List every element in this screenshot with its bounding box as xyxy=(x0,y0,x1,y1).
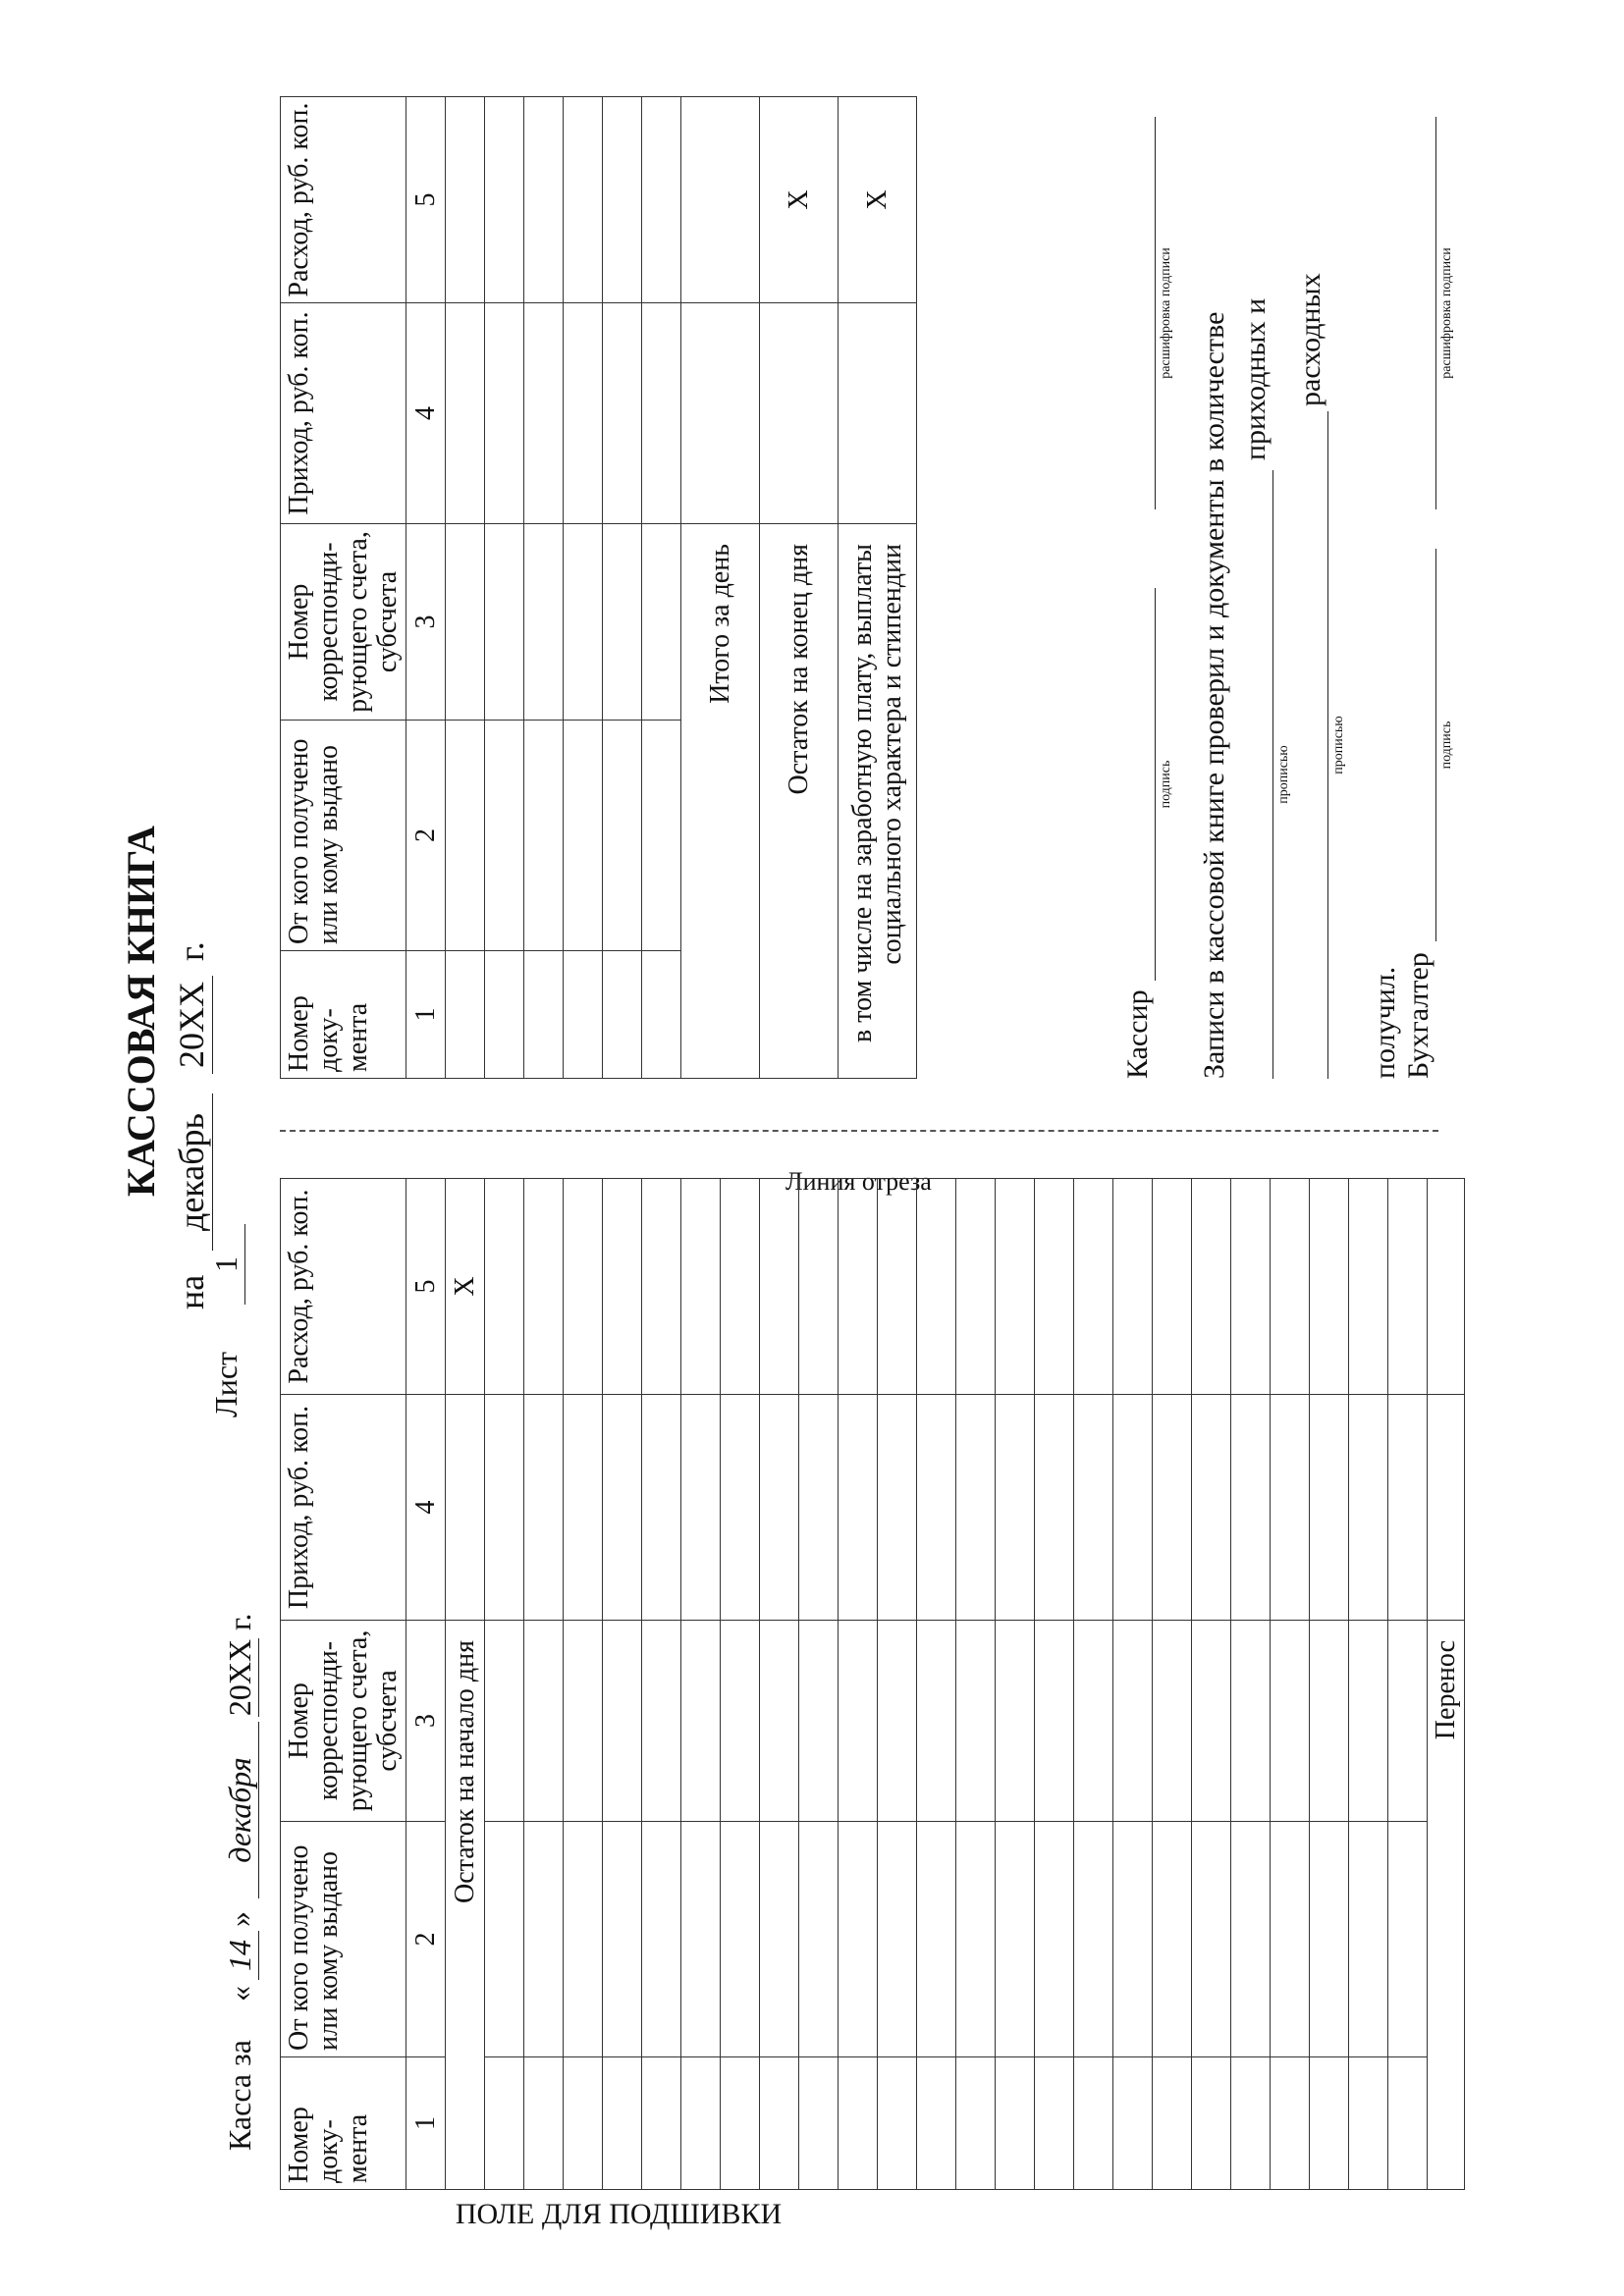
right-entry-cell[interactable] xyxy=(564,721,603,951)
left-entry-cell[interactable] xyxy=(721,1395,760,1621)
left-entry-cell[interactable] xyxy=(956,1395,996,1621)
left-entry-cell[interactable] xyxy=(642,1179,681,1395)
left-entry-cell[interactable] xyxy=(603,1395,642,1621)
left-entry-cell[interactable] xyxy=(1231,1179,1271,1395)
right-entry-cell[interactable] xyxy=(564,951,603,1079)
left-entry-cell[interactable] xyxy=(681,1179,721,1395)
col-num-5: 5 xyxy=(406,1179,446,1395)
left-entry-cell[interactable] xyxy=(1153,2057,1192,2190)
total-row xyxy=(681,97,760,1079)
left-entry-cell[interactable] xyxy=(1074,1621,1113,1822)
right-entry-cell[interactable] xyxy=(564,524,603,721)
kassa-year-field: 20XX xyxy=(222,1638,257,1717)
left-entry-row xyxy=(1271,1179,1310,2190)
left-entry-cell[interactable] xyxy=(642,1621,681,1822)
left-entry-row xyxy=(485,1179,524,2190)
incoming-words-caption: прописью xyxy=(1276,745,1291,804)
left-entry-cell[interactable] xyxy=(1231,2057,1271,2190)
left-entry-cell[interactable] xyxy=(1388,1179,1428,1395)
left-entry-cell[interactable] xyxy=(524,1621,564,1822)
r-col-expense-header: Расход, руб. коп. xyxy=(281,97,406,303)
right-entry-cell[interactable] xyxy=(603,721,642,951)
right-entry-cell[interactable] xyxy=(603,97,642,303)
left-header-row xyxy=(281,1179,406,2190)
left-entry-cell[interactable] xyxy=(996,1822,1035,2057)
left-entry-row xyxy=(1349,1179,1388,2190)
col-doc-number-header: Номер доку-мента xyxy=(281,2057,406,2190)
left-entry-cell[interactable] xyxy=(1113,2057,1153,2190)
closing-balance-row xyxy=(760,97,839,1079)
left-entry-cell[interactable] xyxy=(564,1395,603,1621)
left-entry-row xyxy=(721,1179,760,2190)
left-entry-cell[interactable] xyxy=(760,1395,799,1621)
left-entry-cell[interactable] xyxy=(1349,1822,1388,2057)
left-entry-cell[interactable] xyxy=(642,1395,681,1621)
right-entry-cell[interactable] xyxy=(603,303,642,524)
left-entry-cell[interactable] xyxy=(564,1179,603,1395)
left-entry-row xyxy=(878,1179,917,2190)
left-entry-cell[interactable] xyxy=(1271,1179,1310,1395)
left-entry-row xyxy=(681,1179,721,2190)
right-entry-cell[interactable] xyxy=(524,721,564,951)
outgoing-count-line[interactable] xyxy=(1294,411,1328,1079)
left-entry-cell[interactable] xyxy=(524,1822,564,2057)
left-entry-cell[interactable] xyxy=(1231,1395,1271,1621)
outgoing-words-caption: прописью xyxy=(1331,716,1346,774)
left-entry-cell[interactable] xyxy=(799,2057,839,2190)
left-entry-cell[interactable] xyxy=(799,1621,839,1822)
left-entry-cell[interactable] xyxy=(524,1395,564,1621)
left-entry-cell[interactable] xyxy=(1388,1621,1428,1822)
left-entry-cell[interactable] xyxy=(721,2057,760,2190)
left-cash-table xyxy=(280,1178,1465,2190)
left-entry-row xyxy=(603,1179,642,2190)
left-entry-cell[interactable] xyxy=(524,1179,564,1395)
right-cash-table xyxy=(280,96,917,1079)
left-entry-cell[interactable] xyxy=(1192,1621,1231,1822)
left-entry-cell[interactable] xyxy=(1271,2057,1310,2190)
col-num-3: 3 xyxy=(406,1621,446,1822)
month-field: декабрь xyxy=(171,1094,213,1251)
right-entry-cell[interactable] xyxy=(485,303,524,524)
closing-x-mark: X xyxy=(760,97,839,303)
left-entry-cell[interactable] xyxy=(564,1822,603,2057)
left-entry-row xyxy=(1113,1179,1153,2190)
kassa-label: Касса за xyxy=(222,2040,257,2151)
left-entry-cell[interactable] xyxy=(799,1395,839,1621)
binding-margin-label: ПОЛЕ ДЛЯ ПОДШИВКИ xyxy=(455,2198,783,2230)
r-col-from-whom-header: От кого получено или кому выдано xyxy=(281,721,406,951)
r-col-num-4: 4 xyxy=(406,303,446,524)
right-entry-cell[interactable] xyxy=(446,303,485,524)
cashier-signature-caption: подпись xyxy=(1159,760,1173,809)
left-entry-cell[interactable] xyxy=(1113,1621,1153,1822)
right-entry-cell[interactable] xyxy=(524,524,564,721)
left-entry-cell[interactable] xyxy=(1271,1621,1310,1822)
left-entry-row xyxy=(642,1179,681,2190)
left-entry-cell[interactable] xyxy=(878,2057,917,2190)
left-entry-cell[interactable] xyxy=(996,1621,1035,1822)
opening-x-mark: X xyxy=(446,1179,485,1395)
right-entry-rows xyxy=(446,97,681,1079)
right-entry-cell[interactable] xyxy=(524,97,564,303)
right-entry-cell[interactable] xyxy=(642,303,681,524)
left-entry-cell[interactable] xyxy=(1388,1395,1428,1621)
left-number-row xyxy=(406,1179,446,2190)
incoming-text: приходных и xyxy=(1239,297,1272,460)
r-col-account-header: Номер корреспонди-рующего счета, субсчета xyxy=(281,524,406,721)
transfer-label: Перенос xyxy=(1428,1621,1465,2190)
right-entry-cell[interactable] xyxy=(446,97,485,303)
left-entry-row xyxy=(524,1179,564,2190)
na-label: на xyxy=(172,1274,211,1309)
col-expense-header: Расход, руб. коп. xyxy=(281,1179,406,1395)
cashier-decoding-caption: расшифровка подписи xyxy=(1159,247,1173,379)
left-entry-cell[interactable] xyxy=(1074,2057,1113,2190)
left-entry-cell[interactable] xyxy=(1074,1395,1113,1621)
accountant-signature-line[interactable] xyxy=(1402,549,1436,941)
right-entry-cell[interactable] xyxy=(524,951,564,1079)
left-entry-cell[interactable] xyxy=(603,2057,642,2190)
right-entry-row xyxy=(524,97,564,1079)
right-entry-cell[interactable] xyxy=(564,303,603,524)
left-entry-cell[interactable] xyxy=(1192,1822,1231,2057)
transfer-row xyxy=(1428,1179,1465,2190)
left-entry-cell[interactable] xyxy=(839,1179,878,1395)
left-entry-cell[interactable] xyxy=(564,1621,603,1822)
left-entry-cell[interactable] xyxy=(564,2057,603,2190)
right-entry-cell[interactable] xyxy=(603,524,642,721)
cut-line xyxy=(280,1130,1438,1132)
left-entry-cell[interactable] xyxy=(1271,1395,1310,1621)
right-header-row xyxy=(281,97,406,1079)
left-entry-cell[interactable] xyxy=(1192,1395,1231,1621)
left-entry-cell[interactable] xyxy=(878,1395,917,1621)
left-entry-cell[interactable] xyxy=(1074,1822,1113,2057)
left-entry-row xyxy=(996,1179,1035,2190)
left-entry-cell[interactable] xyxy=(956,1179,996,1395)
opening-balance-row xyxy=(446,1179,485,2190)
accountant-signature-caption: подпись xyxy=(1439,721,1454,770)
left-entry-cell[interactable] xyxy=(1113,1822,1153,2057)
left-entry-cell[interactable] xyxy=(839,2057,878,2190)
left-entry-cell[interactable] xyxy=(1388,1822,1428,2057)
left-entry-cell[interactable] xyxy=(721,1822,760,2057)
closing-income-cell[interactable] xyxy=(760,303,839,524)
col-num-2: 2 xyxy=(406,1822,446,2057)
right-entry-cell[interactable] xyxy=(485,721,524,951)
sheet-number-field: 1 xyxy=(208,1224,245,1305)
closing-balance-label: Остаток на конец дня xyxy=(760,524,839,1079)
left-entry-row xyxy=(1074,1179,1113,2190)
left-entry-cell[interactable] xyxy=(1074,1179,1113,1395)
col-income-header: Приход, руб. коп. xyxy=(281,1395,406,1621)
left-entry-cell[interactable] xyxy=(603,1179,642,1395)
left-entry-cell[interactable] xyxy=(760,2057,799,2190)
left-entry-cell[interactable] xyxy=(1113,1395,1153,1621)
transfer-income-cell[interactable] xyxy=(1428,1395,1465,1621)
left-entry-row xyxy=(956,1179,996,2190)
left-entry-cell[interactable] xyxy=(996,2057,1035,2190)
left-entry-cell[interactable] xyxy=(1035,1179,1074,1395)
accountant-label: Бухгалтер xyxy=(1402,952,1435,1079)
right-entry-row xyxy=(485,97,524,1079)
left-entry-cell[interactable] xyxy=(760,1621,799,1822)
left-entry-cell[interactable] xyxy=(603,1822,642,2057)
accountant-decoding-line[interactable] xyxy=(1402,117,1436,509)
kassa-month-field: декабря xyxy=(222,1722,259,1898)
right-entry-cell[interactable] xyxy=(642,524,681,721)
cashier-signature-line[interactable] xyxy=(1121,588,1156,981)
left-entry-cell[interactable] xyxy=(681,1621,721,1822)
left-entry-cell[interactable] xyxy=(799,1822,839,2057)
right-entry-cell[interactable] xyxy=(485,524,524,721)
day-field: 14 xyxy=(222,1931,259,1980)
left-entry-cell[interactable] xyxy=(956,2057,996,2190)
salary-label-line1: в том числе на заработную плату, выплаты xyxy=(846,544,878,1042)
left-entry-row xyxy=(1388,1179,1428,2190)
left-entry-row xyxy=(1192,1179,1231,2190)
left-entry-cell[interactable] xyxy=(485,1621,524,1822)
total-income-cell[interactable] xyxy=(681,303,760,524)
right-number-row xyxy=(406,97,446,1079)
form-title: КАССОВАЯ КНИГА xyxy=(119,826,163,1197)
salary-label-line2: социального характера и стипендии xyxy=(876,544,907,965)
cut-line-label: Линия отреза xyxy=(785,1167,932,1196)
left-entry-cell[interactable] xyxy=(1310,1822,1349,2057)
left-entry-cell[interactable] xyxy=(485,1395,524,1621)
right-entry-row xyxy=(446,97,485,1079)
salary-label xyxy=(839,524,917,1079)
right-entry-cell[interactable] xyxy=(446,721,485,951)
left-entry-cell[interactable] xyxy=(1310,1621,1349,1822)
left-entry-cell[interactable] xyxy=(1349,2057,1388,2190)
left-entry-cell[interactable] xyxy=(956,1822,996,2057)
r-col-num-2: 2 xyxy=(406,721,446,951)
left-entry-cell[interactable] xyxy=(485,2057,524,2190)
left-entry-cell[interactable] xyxy=(485,1822,524,2057)
left-entry-cell[interactable] xyxy=(721,1621,760,1822)
left-entry-cell[interactable] xyxy=(1153,1395,1192,1621)
right-entry-cell[interactable] xyxy=(642,97,681,303)
right-entry-row xyxy=(642,97,681,1079)
left-entry-cell[interactable] xyxy=(524,2057,564,2190)
left-entry-cell[interactable] xyxy=(642,2057,681,2190)
left-entry-cell[interactable] xyxy=(760,1179,799,1395)
left-entry-cell[interactable] xyxy=(956,1621,996,1822)
left-entry-cell[interactable] xyxy=(1192,1179,1231,1395)
left-entry-cell[interactable] xyxy=(1153,1179,1192,1395)
left-entry-row xyxy=(1310,1179,1349,2190)
left-entry-cell[interactable] xyxy=(917,2057,956,2190)
right-entry-cell[interactable] xyxy=(564,97,603,303)
left-entry-cell[interactable] xyxy=(996,1395,1035,1621)
left-entry-cell[interactable] xyxy=(721,1179,760,1395)
right-entry-cell[interactable] xyxy=(485,97,524,303)
year-field: 20XX xyxy=(171,976,213,1074)
r-col-income-header: Приход, руб. коп. xyxy=(281,303,406,524)
right-entry-cell[interactable] xyxy=(446,524,485,721)
left-entry-row xyxy=(1035,1179,1074,2190)
r-col-doc-number-header: Номер доку-мента xyxy=(281,951,406,1079)
quote-open: « xyxy=(222,1986,257,2002)
left-entry-rows xyxy=(485,1179,1428,2190)
right-entry-cell[interactable] xyxy=(485,951,524,1079)
right-entry-cell[interactable] xyxy=(524,303,564,524)
left-entry-cell[interactable] xyxy=(799,1179,839,1395)
salary-income-cell[interactable] xyxy=(839,303,917,524)
sheet-label: Лист xyxy=(208,1351,244,1417)
left-entry-cell[interactable] xyxy=(1231,1822,1271,2057)
left-entry-cell[interactable] xyxy=(917,1621,956,1822)
accountant-decoding-caption: расшифровка подписи xyxy=(1439,247,1454,379)
left-entry-cell[interactable] xyxy=(1310,1395,1349,1621)
opening-balance-label: Остаток на начало дня xyxy=(446,1621,485,2190)
cashier-decoding-line[interactable] xyxy=(1121,117,1156,509)
left-entry-cell[interactable] xyxy=(681,1395,721,1621)
left-entry-cell[interactable] xyxy=(839,1822,878,2057)
left-entry-row xyxy=(1153,1179,1192,2190)
left-entry-cell[interactable] xyxy=(1231,1621,1271,1822)
left-entry-cell[interactable] xyxy=(1310,1179,1349,1395)
left-entry-cell[interactable] xyxy=(1310,2057,1349,2190)
left-entry-cell[interactable] xyxy=(1035,1621,1074,1822)
left-entry-cell[interactable] xyxy=(878,1179,917,1395)
left-entry-cell[interactable] xyxy=(681,1822,721,2057)
left-entry-row xyxy=(760,1179,799,2190)
left-entry-cell[interactable] xyxy=(485,1179,524,1395)
left-entry-row xyxy=(564,1179,603,2190)
left-entry-cell[interactable] xyxy=(839,1621,878,1822)
col-num-4: 4 xyxy=(406,1395,446,1621)
right-entry-cell[interactable] xyxy=(642,721,681,951)
left-entry-cell[interactable] xyxy=(878,1822,917,2057)
r-col-num-3: 3 xyxy=(406,524,446,721)
right-entry-cell[interactable] xyxy=(446,951,485,1079)
kassa-year-suffix: г. xyxy=(222,1613,257,1630)
opening-income-cell[interactable] xyxy=(446,1395,485,1621)
left-entry-cell[interactable] xyxy=(1113,1179,1153,1395)
left-entry-cell[interactable] xyxy=(681,2057,721,2190)
left-entry-cell[interactable] xyxy=(1349,1621,1388,1822)
salary-x-mark: X xyxy=(839,97,917,303)
right-entry-cell[interactable] xyxy=(642,951,681,1079)
left-entry-cell[interactable] xyxy=(1035,1395,1074,1621)
left-entry-cell[interactable] xyxy=(996,1179,1035,1395)
left-entry-cell[interactable] xyxy=(1035,1822,1074,2057)
left-entry-cell[interactable] xyxy=(917,1822,956,2057)
transfer-expense-cell[interactable] xyxy=(1428,1179,1465,1395)
left-entry-cell[interactable] xyxy=(878,1621,917,1822)
left-entry-row xyxy=(1231,1179,1271,2190)
left-entry-cell[interactable] xyxy=(917,1395,956,1621)
r-col-num-5: 5 xyxy=(406,97,446,303)
left-entry-cell[interactable] xyxy=(642,1822,681,2057)
left-entry-cell[interactable] xyxy=(1192,2057,1231,2190)
year-suffix: г. xyxy=(172,941,211,961)
check-text: Записи в кассовой книге проверил и документы в количестве xyxy=(1198,311,1230,1079)
left-entry-cell[interactable] xyxy=(1153,1621,1192,1822)
left-entry-cell[interactable] xyxy=(1388,2057,1428,2190)
left-entry-row xyxy=(917,1179,956,2190)
left-entry-cell[interactable] xyxy=(1035,2057,1074,2190)
col-account-header: Номер корреспонди-рующего счета, субсчета xyxy=(281,1621,406,1822)
right-entry-cell[interactable] xyxy=(603,951,642,1079)
total-label: Итого за день xyxy=(681,524,760,1079)
total-expense-cell[interactable] xyxy=(681,97,760,303)
left-entry-cell[interactable] xyxy=(1349,1179,1388,1395)
cashier-label: Кассир xyxy=(1121,989,1154,1079)
right-entry-row xyxy=(564,97,603,1079)
left-entry-cell[interactable] xyxy=(1271,1822,1310,2057)
left-entry-cell[interactable] xyxy=(603,1621,642,1822)
left-entry-cell[interactable] xyxy=(1153,1822,1192,2057)
right-entry-row xyxy=(603,97,642,1079)
incoming-count-line[interactable] xyxy=(1239,470,1273,1079)
left-entry-cell[interactable] xyxy=(760,1822,799,2057)
col-from-whom-header: От кого получено или кому выдано xyxy=(281,1822,406,2057)
left-entry-cell[interactable] xyxy=(917,1179,956,1395)
col-num-1: 1 xyxy=(406,2057,446,2190)
quote-close: » xyxy=(222,1911,257,1927)
outgoing-text: расходных xyxy=(1294,273,1326,406)
salary-row xyxy=(839,97,917,1079)
r-col-num-1: 1 xyxy=(406,951,446,1079)
received-text: получил. xyxy=(1369,966,1401,1079)
left-entry-cell[interactable] xyxy=(839,1395,878,1621)
left-entry-row xyxy=(799,1179,839,2190)
left-entry-cell[interactable] xyxy=(1349,1395,1388,1621)
left-entry-row xyxy=(839,1179,878,2190)
